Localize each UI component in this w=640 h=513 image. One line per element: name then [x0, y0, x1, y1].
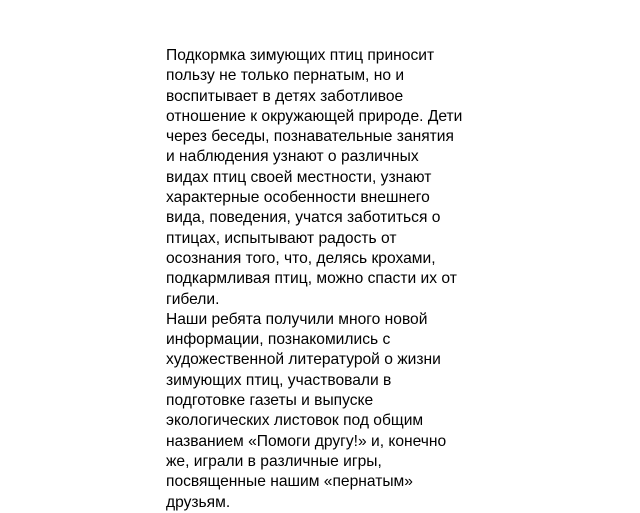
text-line-12: подкармливая птиц, можно спасти их от [166, 270, 457, 288]
text-line-5: через беседы, познавательные занятия [166, 128, 454, 146]
text-line-23: друзьям. [166, 493, 231, 511]
text-line-1: Подкормка зимующих птиц приносит [166, 47, 435, 64]
text-line-7: видах птиц своей местности, узнают [166, 168, 432, 186]
text-line-9: вида, поведения, учатся заботиться о [166, 209, 441, 227]
text-line-21: же, играли в различные игры, [166, 452, 382, 470]
text-line-20: названием «Помоги другу!» и, конечно [166, 432, 447, 450]
document-text [166, 46, 486, 513]
text-line-2: пользу не только пернатым, но и [166, 67, 405, 85]
text-line-10: птицах, испытывают радость от [166, 229, 397, 247]
text-line-6: и наблюдения узнают о различных [166, 148, 419, 166]
text-line-15: информации, познакомились с [166, 331, 391, 349]
text-line-13: гибели. [166, 290, 220, 308]
text-line-17: зимующих птиц, участвовали в [166, 371, 392, 389]
text-line-16: художественной литературой о жизни [166, 351, 441, 369]
text-line-11: осознания того, что, делясь крохами, [166, 249, 436, 267]
text-line-8: характерные особенности внешнего [166, 189, 430, 207]
text-line-14: Наши ребята получили много новой [166, 310, 428, 328]
text-line-4: отношение к окружающей природе. Дети [166, 107, 463, 125]
text-line-19: экологических листовок под общим [166, 412, 424, 430]
text-line-22: посвященные нашим «пернатым» [166, 473, 413, 491]
text-line-18: подготовке газеты и выпуске [166, 392, 374, 410]
text-line-3: воспитывает в детях заботливое [166, 87, 404, 105]
